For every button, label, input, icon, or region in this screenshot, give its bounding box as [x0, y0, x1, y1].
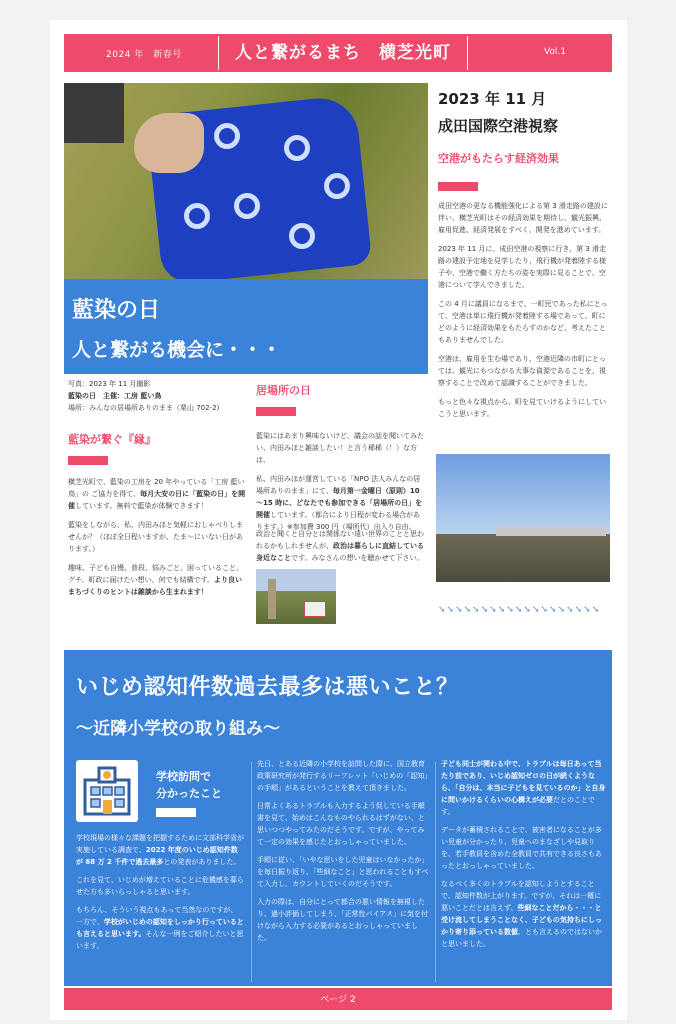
airport-body: 成田空港の更なる機能強化による第 3 滑走路の建設に伴い、横芝光町はその経済効果を期待し、観光振興、雇用促進、経済発展をすべく、開発を進めています。 2023 年 11 月に、成田空港の視察に行き、第 3 滑走路の建設予定地を見学したり、飛行機が発着陸する様子や、空港で働く方たちの姿を実際に見ることで、空港について学んできました。 この 4 月に議員になるまで、一町民であった私にとって、空港は単に飛行機が発着陸する場であって、町にどのように経済効果をもたらすのかなど、考えたこともありませんでした。 空港は、雇用を生む場であり、空港近隣の市町にとっては、観光にもつながる大事な資源であることを、視察することで改めて認識することができました。 もっと色々な視点から、町を見ていけるようにしていこうと思います。: [438, 202, 608, 418]
aizome-photo: [64, 83, 428, 279]
airport-title: 成田国際空港視察: [438, 117, 559, 135]
ibasho-photo: [256, 569, 336, 624]
airport-photo: [436, 454, 610, 582]
bullying-col-1: 学校現場の様々な課題を把握するために文部科学省が実施している調査で、2022 年度のいじめ認知件数が 68 万 2 千件で過去最多との発表がありました。 これを見て、いじめが増えていることに危機感を募らせた方も多いらっしゃると思います。 もちろん、そういう視点もあって当然なのですが、一方で、学校がいじめの認知をしっかり行っているとも言えると思います。そんな一例をご紹介したいと思います。: [76, 834, 244, 950]
school-visit-title: 学校訪問で 分かったこと: [156, 770, 222, 800]
volume-label: Vol.1: [543, 47, 566, 57]
ibasho-body: 藍染にはあまり興味ないけど、議会の話を聞いてみたい、内田みほと雑談したい！と言う稀稀（！）な方は、 私、内田みほが運営している「NPO 法人みんなの居場所ありのまま」にて、毎月第一金曜日（原則）10～15 時に、どなたでも参加できる「居場所の日」を開催しています。（都合により日程が変わる場合があります。）※参加費 300 円（場所代）出入り自由。: [256, 432, 424, 531]
pink-rule: [256, 407, 296, 416]
page-number: ページ 2: [320, 995, 356, 1005]
bullying-title: いじめ認知件数過去最多は悪いこと？: [76, 675, 459, 700]
footer-bar: [64, 988, 612, 1010]
aizome-body: 横芝光町で、藍染の工房を 20 年やっている「工房 藍い鳥」の ご協力を得て、毎月大安の日に「藍染の日」を開催しています。無料で藍染が体験できます！ 藍染をしながら、私、内田みほと気軽におしゃべりしませんか？（ほぼ全日程いますが、たま～にいない日があります。） 趣味、子ども自慢、普段、悩みごと、困っていること、グチ、町政に届けたい想い、何でも結構です。より良いまちづくりのヒントは雑談から生まれます！: [68, 478, 246, 596]
header-bar: [64, 34, 612, 72]
feature-title: 藍染の日: [72, 298, 161, 323]
pink-rule: [438, 182, 478, 191]
photo-meta: [68, 378, 258, 414]
ibasho-body-2: 政治と聞くと自分とは関係ない遠い世界のことと思われるかもしれませんが、政治は暮らしに直結している身近なことです。みなさんの想いを聴かせて下さい。: [256, 530, 424, 562]
white-rule: [156, 808, 196, 817]
bullying-subtitle: ～近隣小学校の取り組み～: [76, 719, 280, 739]
feature-title-box: [64, 279, 428, 374]
decorative-arrows: ➘➘➘➘➘➘➘➘➘➘➘➘➘➘➘➘➘➘➘: [438, 605, 601, 615]
airport-date: 2023 年 11 月: [438, 90, 547, 108]
airport-subheading: 空港がもたらす経済効果: [438, 152, 559, 165]
newsletter-page: [50, 20, 627, 1020]
bullying-section: [64, 650, 612, 986]
meta-event: 藍染の日 主催：工房 藍い鳥: [68, 392, 162, 400]
aizome-subheading: 藍染が繋ぐ『縁』: [68, 433, 156, 446]
bullying-col-2: 先日、とある近隣の小学校を訪問した際に、国立教育政策研究所が発行するリーフレット「いじめの「認知」の手順」があるということを教えて頂きました。 日常よくあるトラブルも入力するよう促している手順書を見て、始めはこんなものやられるはずがない、と思いつつやってみたのだそうです。ですが、やってみて一定の効果を感じたとおっしゃっていました。 手順に従い、「いやな思いをした児童はいなかったか」を毎日振り返り、「些細なこと」と思われることもすべて入力し、カウントしていくのだそうです。 入力の際は、自分にとって都合の悪い情報を無視したり、過小評価してしまう、「正常性バイアス」に気を付けながら入力する必要があるとおっしゃっていました。: [257, 760, 429, 942]
school-icon: [76, 760, 138, 822]
bullying-col-3: 子ども同士が関わる中で、トラブルは毎日あって当たり前であり、いじめ認知ゼロの日が続くようなら、「自分は、本当に子どもを見ているのか」と自身に問いかけるくらいの心構えが必要だとのことです。 データが蓄積されることで、被害者になることが多い児童が分かったり、児童へのまなざしや見取りを、若手教員を含めた全教員で共有できる良さもあったとおっしゃっていました。 なるべく多くのトラブルを認知しようとすることで、認知件数が上がります。ですが、それは一概に悪いことだとは言えず、些細なことだから・・・と受け流してしまうことなく、子どもの気持ちにしっかり寄り添っている数値、とも言えるのではないかと思いました。: [441, 760, 606, 948]
pink-rule: [68, 456, 108, 465]
issue-label: 2024 年 新春号: [106, 50, 182, 60]
meta-date: 写真：2023 年 11 月撮影: [68, 380, 151, 388]
newsletter-title: 人と繋がるまち 横芝光町: [218, 36, 468, 70]
meta-place: 場所：みんなの居場所ありのまま（栗山 702-2): [68, 404, 220, 412]
ibasho-subheading: 居場所の日: [256, 384, 311, 397]
feature-subtitle: 人と繋がる機会に・・・: [72, 339, 282, 361]
